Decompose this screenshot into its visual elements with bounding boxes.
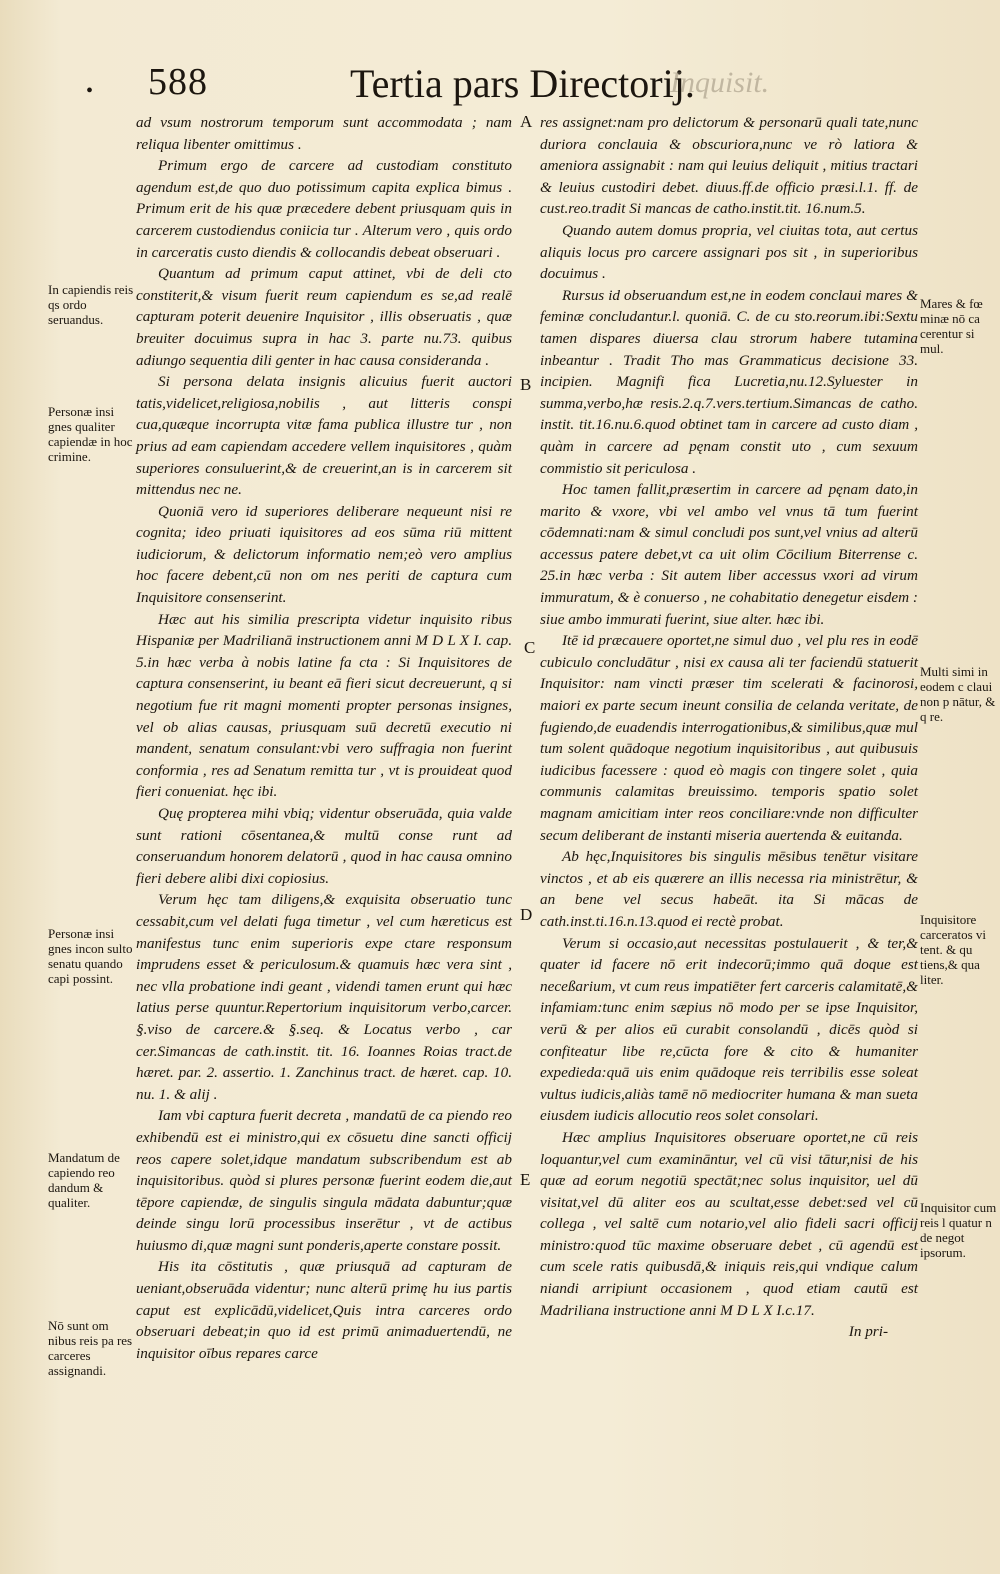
paragraph: Quę propterea mihi vbiq; videntur obseruāda, quia valde sunt rationi cōsentanea,& multū conse runt ad conseruandum honorem delatorū , quod in hac causa omnino fieri debere alibi dixi copiosius. [136, 805, 512, 887]
paragraph: Hæc amplius Inquisitores obseruare oportet,ne cū reis loquantur,vel cum examināntur, vel cū visi tātur,nisi de his quæ ad eorum negotiū spectāt;nec solus inquisitor, uel dū visitat,vel dū aliter eos au scultat,esse debet:sed vel cū collega , vel saltē cum notario,vel alio fideli sacri officij ministro:quod tūc maxime obseruare debet , cū agendū est cum scele ratis quibusdā,& iniquis reis,qui vndique calum niandi arripiunt occasionem , quod etiam cautū est Madriliana instructione anni M D L X I.c.17. [540, 1128, 918, 1319]
left-column [136, 112, 512, 1364]
margin-note-right: Inquisitor cum reis l quatur n de negot ipsorum. [920, 1200, 997, 1260]
margin-note-right: Inquisitore carceratos vi tent. & qu tiens,& qua liter. [920, 912, 987, 987]
paragraph: Quantum ad primum caput attinet, vbi de deli cto constiterit,& visum fuerit reum capiendum es se,ad realē capturam poterit deuenire Inquisitor , illis obseruatis , quæ breuiter docuimus supra in hac 3. parte nu.73. quibus adiungo sequentia dili genter in hac causa consideranda . [136, 265, 512, 369]
paragraph: Rursus id obseruandum est,ne in eodem conclaui mares & feminæ concludantur.l. quoniā. C. de cu sto.reorum.ibi:Sextu tamen dispares diuersa clau strorum habere tutamina inbeantur . Tradit Tho mas Grammaticus decisione 33. incipien. Magnifi fica Lucretia,nu.12.Syluester in summa,verbo,hæ resis.2.q.7.vers.tertium.Simancas de catho. instit. tit.16.nu.6.quod obtinet tam in carcere ad custo diam , quàm in carcere ad pęnam constit uto , cum sexuum commistio sit periculosa . [540, 286, 918, 477]
section-letter-b: B [520, 375, 532, 394]
paragraph: Primum ergo de carcere ad custodiam constituto agendum est,de quo duo potissimum capita explica bimus . Primum erit de his quæ præcedere debent priusquam quis in carcerem custodiendus coniicia tur . Alterum vero , quis ordo in carceratis custo diendis & collocandis debeat obseruari . [136, 157, 512, 261]
catchword: In pri- [848, 1323, 888, 1341]
paragraph: Itē id præcauere oportet,ne simul duo , vel plu res in eodē cubiculo concludātur , nisi ex causa ali ter faciendū statuerit Inquisitor: nam vincti præser tim scelerati & facinorosi, maiori ex parte secum ineunt consilia de celanda veritate, de fugiendo,de euadendis interrogationibus,& similibus,quæ mul tum solent quādoque negotium inquisitoribus , aut quibusuis iudicibus facessere : quod eò magis con tingere solet , quia communis calamitas breuissimo. temporis spatio solet magnam amicitiam inter reos conciliare:vnde non difficulter secum deliberant de instanti miseria auertenda & euitanda. [540, 632, 918, 844]
margin-note-left: Personæ insi gnes qualiter capiendæ in hoc crimine. [48, 404, 133, 464]
paragraph: Iam vbi captura fuerit decreta , mandatū de ca piendo reo exhibendū est ei ministro,qui ex cōsuetu dine sancti officij reos capere solet,idque mandatum subscribendum est ab inquisitoribus. quòd si plures personæ fuerint eodem die,aut tēpore capiendæ, de singulis singula mādata dabuntur;quæ deinde singu lorū processibus inserētur , vt de actibus huiusmo di,quæ magni sunt ponderis,aperte constare possit. [136, 1107, 512, 1254]
paragraph: res assignet:nam pro delictorum & personarū quali tate,nunc duriora conclauia & obscuriora,nunc ve rò latiora & ameniora assignabit : nam qui leuius deliquit , mitius tractari & leuius custodiri debet. diuus.ff.de officio præsi.l.1. ff. de cust.reo.tradit Si mancas de catho.instit.tit. 16.num.5. [540, 114, 918, 218]
paragraph: Si persona delata insignis alicuius fuerit auctori tatis,videlicet,religiosa,nobilis , aut litteris conspi cua,quæque incorrupta vitæ fama publica illustre tur , non prius ad eam capiendam accedere vellem inquisitores , quàm superiores consuluerint,& de creuerint,an is in carcerem sit mittendus nec ne. [136, 373, 512, 499]
right-column [540, 112, 918, 1343]
paragraph: His ita cōstitutis , quæ priusquā ad capturam de ueniant,obseruāda videntur; nunc alterū primę hu ius partis caput est explicādū,videlicet,Quis intra carceres ordo obseruari debeat;in quo id est primū animaduertendū, ne inquisitor oībus repares carce [136, 1258, 512, 1362]
page-header [80, 60, 980, 110]
paragraph: Verum hęc tam diligens,& exquisita obseruatio tunc cessabit,cum vel delati fuga timetur , vel cum hæreticus est manifestus tunc enim superioris expe ctare responsum imprudens esset & periculosum.& quamuis hæc vera sint , nec vlla probatione indi geant , videndi tamen erunt qui hæc latius perse quuntur.Repertorium inquisitorum verbo,carcer. §.viso de carcere.& §.seq. & Locatus verbo , car cer.Simancas de cath.instit. tit. 16. Ioannes Roias tract.de hæret. par. 2. assertio. 1. Zanchinus tract. de hæret. cap. 10. nu. 1. & alij . [136, 891, 512, 1103]
margin-note-left: Mandatum de capiendo reo dandum & qualiter. [48, 1150, 120, 1210]
paragraph: Ab hęc,Inquisitores bis singulis mēsibus tenētur visitare vinctos , et ab eis quærere an illis necessa ria ministrētur, & an bene vel secus habeāt. ita Si mācas de cath.inst.ti.16.n.13.quod ei rectè probat. [540, 848, 918, 930]
paragraph: Verum si occasio,aut necessitas postulauerit , & ter,& quater id facere nō erit indecorū;immo quā doque est neceßarium, vt cum reus impatiēter fert carceris calamitatē,& infamiam:tunc enim sæpius nō modo per se ipse Inquisitor, verū & per alios eū curabit consolandū , dicēs quòd si confiteatur libe re,cūcta fore & cito & humaniter expedieda:quā uis enim quādoque reis terribilis esse soleat vultus iudicis,aliàs tamē nō mediocriter humana & man sueta eiusdem iudicis allocutio reos solet consolari. [540, 934, 918, 1125]
margin-note-right: Mares & fœ minæ nō ca cerentur si mul. [920, 296, 983, 356]
paragraph: Quoniā vero id superiores deliberare nequeunt nisi re cognita; ideo priuati iquisitores ad eos sūma riū mittent iudiciorum, & delictorum informatio nem;eò vero amplius hoc facere debent,cū non om nes periti de captura cum Inquisitore consenserint. [136, 502, 512, 607]
paragraph: ad vsum nostrorum temporum sunt accommodata ; nam reliqua libenter omittimus . [136, 114, 512, 153]
page-number: 588 [148, 61, 208, 103]
bullet-mark: • [86, 80, 94, 102]
section-letter-e: E [520, 1170, 531, 1189]
margin-note-left: In capiendis reis qs ordo seruandus. [48, 282, 134, 327]
margin-note-right: Multi simi in eodem c claui non p nātur, & q re. [920, 664, 996, 724]
section-letter-c: C [524, 638, 536, 657]
bleed-through-text: Inquisit. [670, 66, 770, 99]
paragraph: Hoc tamen fallit,præsertim in carcere ad pęnam dato,in marito & vxore, vbi vel ambo vel vnus tā tum fuerint cōdemnati:nam & simul concludi pos sunt,vel vnius ad alterū accessus patere debet,vt ca uit olim Cōcilium Biterrense c. 25.in hæc verba : Sit autem liber accessus vxori ad virum immuratum, & è conuerso , ne cohabitatio denegetur eisdem : siue ambo immurati fuerint, siue alter. hæc ibi. [540, 481, 918, 628]
section-letter-a: A [520, 112, 533, 131]
running-title: Tertia pars Directorij. [350, 61, 695, 106]
section-letter-d: D [520, 905, 533, 924]
margin-note-left: Nō sunt om nibus reis pa res carceres assignandi. [48, 1318, 133, 1378]
paragraph: Hæc aut his similia prescripta videtur inquisito ribus Hispaniæ per Madrilianā instructionem anni M D L X I. cap. 5.in hæc verba à nobis latine fa cta : Si Inquisitores de captura consenserint, iu beant eā fieri sicut decreuerunt, q si negotium fue rit magni momenti propter personas insignes, vel ob alias causas, priusquam suū decretū executio ni mandent, senatum consulant:vbi vero suffragia non fuerint conformia , res ad Senatum remitta tur , vt is prouideat quod fieri conueniat. hęc ibi. [136, 610, 512, 801]
paragraph: Quando autem domus propria, vel ciuitas tota, aut certus aliquis locus pro carcere assignari pos sit , in superioribus docuimus . [540, 221, 918, 283]
margin-note-left: Personæ insi gnes incon sulto senatu quando capi possint. [48, 926, 133, 986]
